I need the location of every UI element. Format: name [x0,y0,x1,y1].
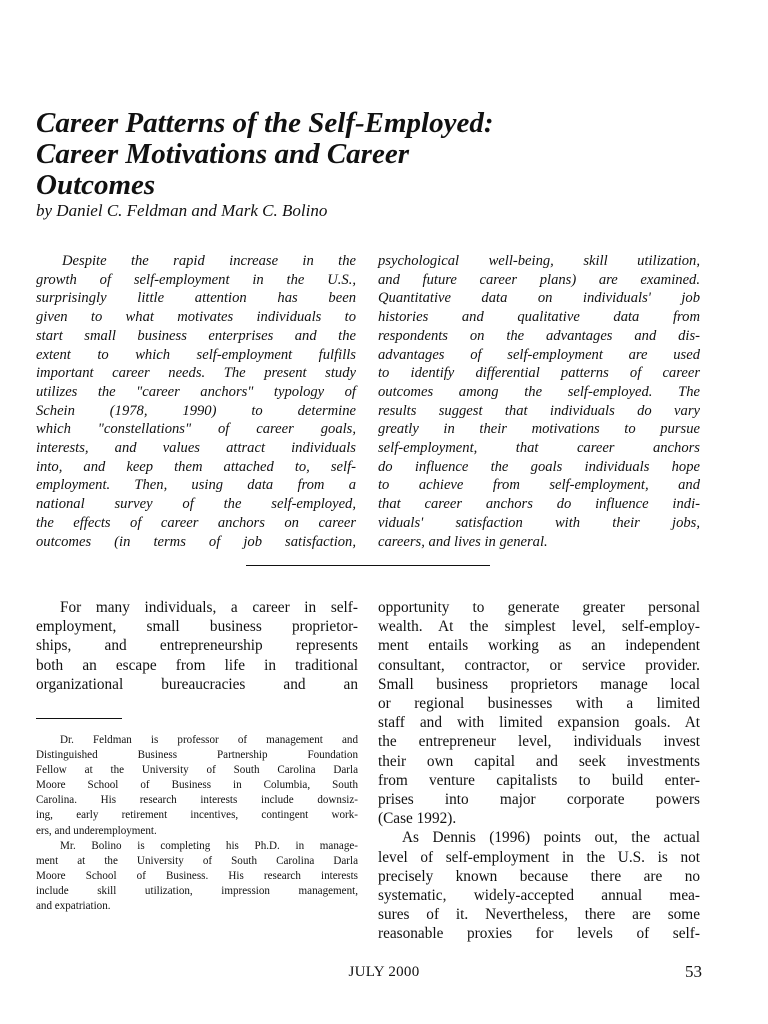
footnote-line: Distinguished Business Partnership Foundation [36,749,358,762]
text-line: precisely known because there are no [378,867,700,885]
text-line: respondents on the advantages and dis- [378,327,700,344]
author-footnotes [36,733,358,914]
text-line: advantages of self-employment are used [378,346,700,363]
text-line: utilizes the "career anchors" typology of [36,383,356,400]
text-line: consultant, contractor, or service provider. [378,656,700,674]
text-line: greatly in their motivations to pursue [378,421,700,438]
text-line: interests, and values attract individuals [36,440,356,457]
text-line: into, and keep them attached to, self- [36,458,356,475]
text-line: Quantitative data on individuals' job [378,290,700,307]
text-line: growth of self-employment in the U.S., [36,271,356,288]
text-line: Small business proprietors manage local [378,675,700,693]
section-divider [246,565,490,566]
text-line: self-employment, that career anchors [378,440,700,457]
text-line: As Dennis (1996) points out, the actual [402,829,700,847]
text-line: viduals' satisfaction with their jobs, [378,514,700,531]
body-left-column [36,598,358,694]
text-line: start small business enterprises and the [36,327,356,344]
text-line: or regional businesses with a limited [378,695,700,713]
text-line: staff and with limited expansion goals. At [378,714,700,732]
footnote-line: Dr. Feldman is professor of management and [60,734,358,746]
footnote-line: ers, and underemployment. [36,824,157,837]
article-title [36,108,716,201]
text-line: the entrepreneur level, individuals invest [378,733,700,751]
text-line: ment entails working as an independent [378,637,700,655]
text-line: (Case 1992). [378,810,457,828]
text-line: careers, and lives in general. [378,533,548,550]
text-line: which "constellations" of career goals, [36,421,356,438]
text-line: opportunity to generate greater personal [378,599,700,616]
text-line: important career needs. The present study [36,365,356,382]
text-line: histories and qualitative data from [378,309,700,326]
text-line: wealth. At the simplest level, self-employ- [378,618,700,636]
title-line: Outcomes [36,169,156,201]
text-line: For many individuals, a career in self- [60,599,358,616]
text-line: employment, small business proprietor- [36,618,358,636]
text-line: their own capital and seek investments [378,752,700,770]
page-number: 53 [685,962,702,981]
text-line: organizational bureaucracies and an [36,675,358,693]
text-line: from venture capitalists to build enter- [378,771,700,789]
abstract-right-column [378,252,700,551]
text-line: to achieve from self-employment, and [378,477,700,494]
text-line: that career anchors do influence indi- [378,496,700,513]
text-line: sures of it. Nevertheless, there are some [378,906,700,924]
footnote-line: Mr. Bolino is completing his Ph.D. in manage- [60,839,358,852]
text-line: both an escape from life in traditional [36,656,358,674]
footnote-line: ment at the University of South Carolina Darla [36,854,358,867]
footnote-line: Carolina. His research interests include downsiz- [36,794,358,807]
text-line: to identify differential patterns of career [378,365,700,382]
footnote-line: ing, early retirement incentives, contingent work- [36,809,358,822]
text-line: systematic, widely-accepted annual mea- [378,887,700,905]
text-line: Despite the rapid increase in the [62,253,356,269]
footnote-line: include skill utilization, impression management, [36,884,358,897]
text-line: ships, and entrepreneurship represents [36,637,358,655]
text-line: results suggest that individuals do vary [378,402,700,419]
body-right-column [378,598,700,944]
text-line: reasonable proxies for levels of self- [378,925,700,943]
footnote-line: and expatriation. [36,900,111,913]
text-line: surprisingly little attention has been [36,290,356,307]
footnote-line: Moore School of Business in Columbia, South [36,779,358,792]
text-line: prises into major corporate powers [378,791,700,809]
text-line: national survey of the self-employed, [36,496,356,513]
text-line: extent to which self-employment fulfills [36,346,356,363]
issue-date: JULY 2000 [348,964,420,980]
text-line: given to what motivates individuals to [36,309,356,326]
title-line: Career Motivations and Career [36,138,409,170]
text-line: level of self-employment in the U.S. is not [378,848,700,866]
text-line: the effects of career anchors on career [36,514,356,531]
text-line: employment. Then, using data from a [36,477,356,494]
footnote-line: Fellow at the University of South Carolina Darla [36,764,358,777]
text-line: psychological well-being, skill utilization, [378,253,700,269]
text-line: Schein (1978, 1990) to determine [36,402,356,419]
text-line: outcomes among the self-employed. The [378,383,700,400]
author-byline: by Daniel C. Feldman and Mark C. Bolino [36,201,328,220]
footnote-divider [36,718,122,719]
abstract-left-column [36,252,356,551]
footnote-line: Moore School of Business. His research interests [36,869,358,882]
text-line: outcomes (in terms of job satisfaction, [36,533,356,550]
title-line: Career Patterns of the Self-Employed: [36,107,494,139]
text-line: and future career plans) are examined. [378,271,700,288]
text-line: do influence the goals individuals hope [378,458,700,475]
